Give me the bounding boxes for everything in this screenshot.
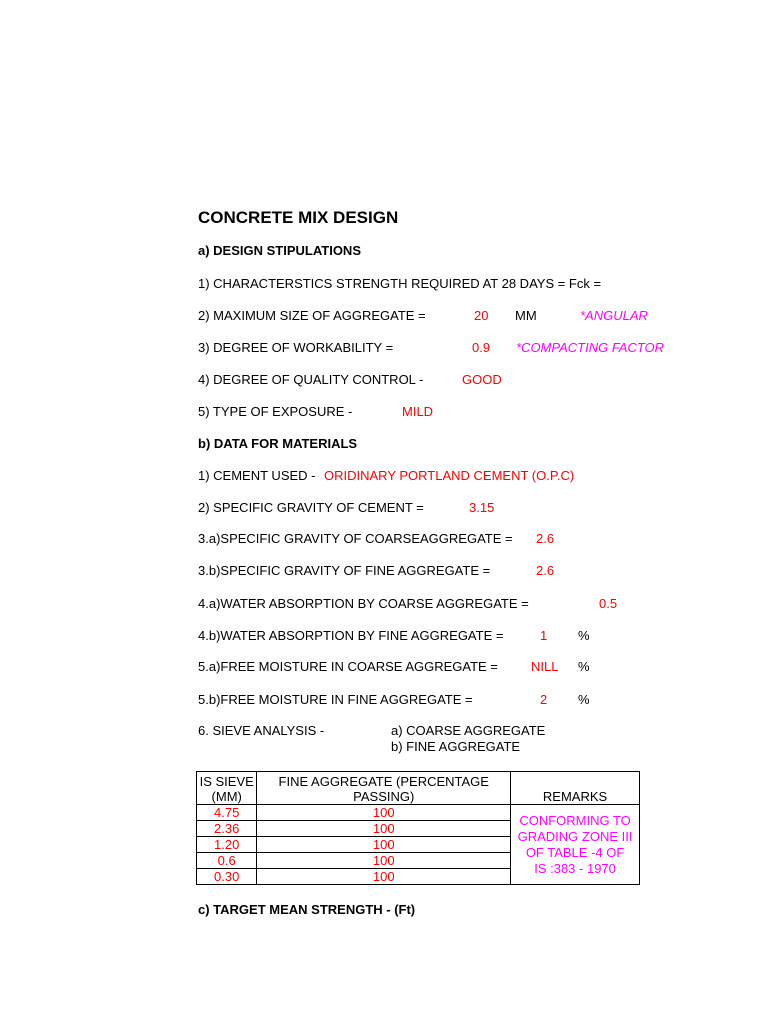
item-b5b-unit: % (578, 692, 590, 707)
passing-value: 100 (257, 853, 511, 869)
header-is-sieve: IS SIEVE (MM) (197, 772, 257, 805)
item-b5a-value: NILL (531, 659, 559, 674)
item-b2-value: 3.15 (469, 500, 495, 515)
sieve-size: 1.20 (197, 837, 257, 853)
item-b3b-value: 2.6 (536, 563, 555, 578)
item-a4-value: GOOD (462, 372, 502, 387)
item-a2-value: 20 (474, 308, 489, 323)
remarks-line: OF TABLE -4 OF (525, 844, 625, 860)
item-a5-value: MILD (402, 404, 434, 419)
item-b4b-label: 4.b)WATER ABSORPTION BY FINE AGGREGATE = (198, 628, 504, 643)
item-b5b-value: 2 (540, 692, 548, 707)
remarks-line: IS :383 - 1970 (534, 860, 616, 876)
item-b2-label: 2) SPECIFIC GRAVITY OF CEMENT = (198, 500, 424, 515)
passing-value: 100 (257, 805, 511, 821)
sieve-option-fine: b) FINE AGGREGATE (391, 739, 521, 754)
item-b5b-label: 5.b)FREE MOISTURE IN FINE AGGREGATE = (198, 692, 473, 707)
header-fine-aggregate: FINE AGGREGATE (PERCENTAGE PASSING) (257, 772, 511, 805)
item-a2-unit: MM (515, 308, 537, 323)
item-a3-label: 3) DEGREE OF WORKABILITY = (198, 340, 394, 355)
sieve-table (196, 771, 640, 885)
sieve-analysis-label: 6. SIEVE ANALYSIS - (198, 723, 325, 738)
item-b4a-value: 0.5 (599, 596, 618, 611)
item-b1-value: ORIDINARY PORTLAND CEMENT (O.P.C) (324, 468, 575, 483)
item-a4-label: 4) DEGREE OF QUALITY CONTROL - (198, 372, 424, 387)
page-title: CONCRETE MIX DESIGN (198, 208, 399, 227)
item-b4b-unit: % (578, 628, 590, 643)
passing-value: 100 (257, 821, 511, 837)
remarks-line: GRADING ZONE III (517, 828, 633, 844)
item-b3b-label: 3.b)SPECIFIC GRAVITY OF FINE AGGREGATE = (198, 563, 491, 578)
item-b5a-label: 5.a)FREE MOISTURE IN COARSE AGGREGATE = (198, 659, 498, 674)
item-a2-note: *ANGULAR (580, 308, 648, 323)
item-b4b-value: 1 (540, 628, 548, 643)
sieve-size: 0.30 (197, 869, 257, 885)
item-a3-note: *COMPACTING FACTOR (516, 340, 665, 355)
item-a2-label: 2) MAXIMUM SIZE OF AGGREGATE = (198, 308, 426, 323)
item-b5a-unit: % (578, 659, 590, 674)
remarks-line: CONFORMING TO (519, 812, 631, 828)
passing-value: 100 (257, 869, 511, 885)
item-a3-value: 0.9 (472, 340, 491, 355)
section-b-heading: b) DATA FOR MATERIALS (198, 436, 358, 451)
header-remarks: REMARKS (511, 772, 640, 805)
section-c-heading: c) TARGET MEAN STRENGTH - (Ft) (198, 902, 416, 917)
sieve-table-header (197, 772, 640, 805)
passing-value: 100 (257, 837, 511, 853)
section-a-heading: a) DESIGN STIPULATIONS (198, 243, 361, 258)
sieve-size: 2.36 (197, 821, 257, 837)
remarks-cell (511, 805, 640, 885)
item-b4a-label: 4.a)WATER ABSORPTION BY COARSE AGGREGATE = (198, 596, 529, 611)
item-b3a-value: 2.6 (536, 531, 555, 546)
item-b3a-label: 3.a)SPECIFIC GRAVITY OF COARSEAGGREGATE = (198, 531, 513, 546)
sieve-size: 4.75 (197, 805, 257, 821)
table-row (197, 805, 640, 821)
sieve-size: 0.6 (197, 853, 257, 869)
item-a5-label: 5) TYPE OF EXPOSURE - (198, 404, 353, 419)
item-b1-label: 1) CEMENT USED - (198, 468, 316, 483)
sieve-option-coarse: a) COARSE AGGREGATE (391, 723, 546, 738)
item-a1-label: 1) CHARACTERSTICS STRENGTH REQUIRED AT 28 DAYS = Fck = (198, 276, 602, 291)
